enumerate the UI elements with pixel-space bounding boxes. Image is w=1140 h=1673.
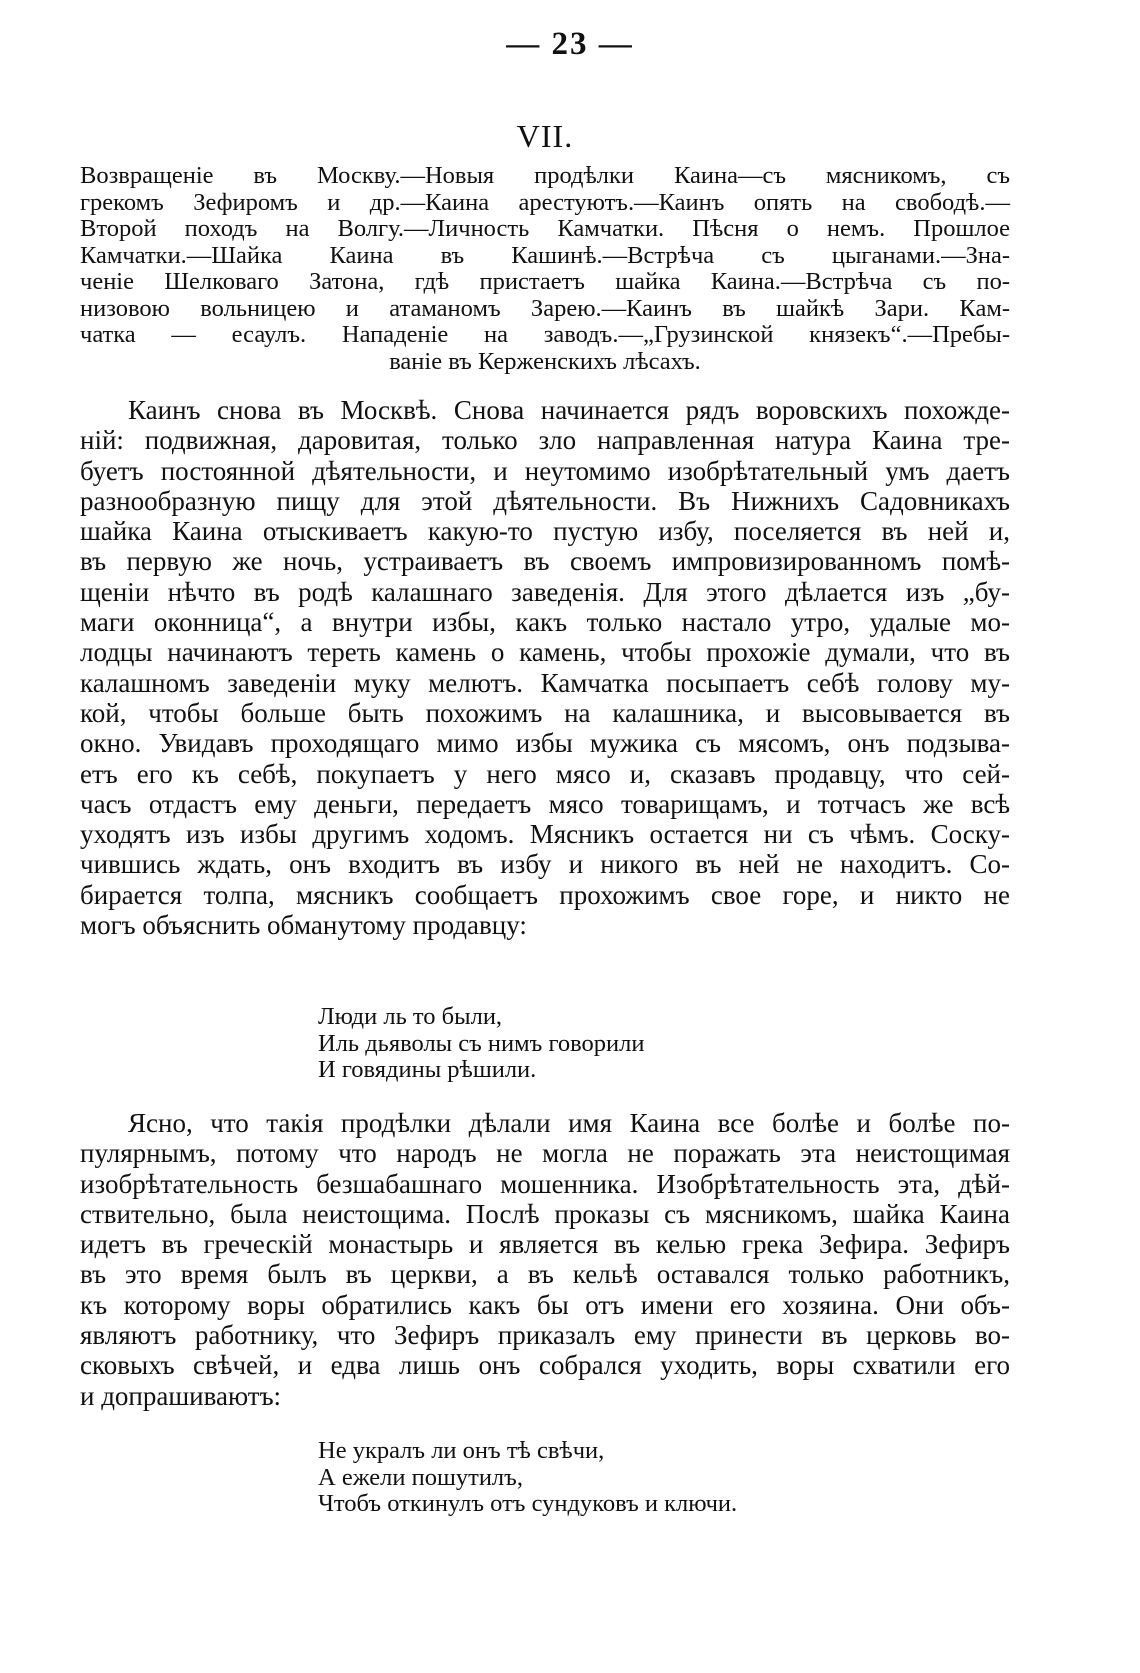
verse-line: Не укралъ ли онъ тѣ свѣчи, — [318, 1437, 605, 1464]
text-line: пулярнымъ, потому что народъ не могла не поражать эта неистощимая — [80, 1138, 1010, 1169]
text-line: щеніи нѣчто въ родѣ калашнаго заведенія. Для этого дѣлается изъ „бу- — [80, 576, 1010, 607]
text-line: Каинъ снова въ Москвѣ. Снова начинается рядъ воровскихъ похожде- — [128, 395, 1010, 425]
text-line: являютъ работнику, что Зефиръ приказалъ ему принести въ церковь во- — [80, 1320, 1010, 1351]
text-line: къ которому воры обратились какъ бы отъ имени его хозяина. Они объ- — [80, 1289, 1010, 1320]
summary-line: Второй походъ на Волгу.—Личность Камчатки. Пѣсня о немъ. Прошлое — [80, 215, 1010, 242]
text-line: ствительно, была неистощима. Послѣ проказы съ мясникомъ, шайка Каина — [80, 1198, 1010, 1229]
text-line: въ это время былъ въ церкви, а въ кельѣ оставался только работникъ, — [80, 1259, 1010, 1290]
text-line: уходятъ изъ избы другимъ ходомъ. Мясникъ остается ни съ чѣмъ. Соску- — [80, 819, 1010, 850]
text-line: и допрашиваютъ: — [80, 1380, 282, 1411]
text-line: Ясно, что такія продѣлки дѣлали имя Каина все болѣе и болѣе по- — [128, 1108, 1010, 1138]
chapter-summary — [80, 163, 1010, 375]
text-line: шайка Каина отыскиваетъ какую-то пустую избу, поселяется въ ней и, — [80, 516, 1010, 547]
paragraph-1 — [80, 395, 1010, 940]
text-line: калашномъ заведеніи муку мелютъ. Камчатка посыпаетъ себѣ голову му- — [80, 667, 1010, 698]
text-line: маги оконница“, а внутри избы, какъ только настало утро, удалые мо- — [80, 607, 1010, 638]
text-line: лодцы начинаютъ тереть камень о камень, чтобы прохожіе думали, что въ — [80, 637, 1010, 668]
text-line: въ первую же ночь, устраиваетъ въ своемъ импровизированномъ помѣ- — [80, 546, 1010, 577]
summary-line: грекомъ Зефиромъ и др.—Каина арестуютъ.—Каинъ опять на свободѣ.— — [80, 188, 1010, 216]
page-number: — 23 — — [506, 26, 634, 62]
text-line: окно. Увидавъ проходящаго мимо избы мужика съ мясомъ, онъ подзыва- — [80, 728, 1010, 759]
verse-line: Иль дьяволы съ нимъ говорили — [318, 1029, 645, 1057]
text-line: кой, чтобы больше быть похожимъ на калашника, и высовывается въ — [80, 697, 1010, 728]
text-line: етъ его къ себѣ, покупаетъ у него мясо и, сказавъ продавцу, что сей- — [80, 758, 1010, 789]
summary-line: чатка — есаулъ. Нападеніе на заводъ.—„Грузинской князекъ“.—Пребы- — [80, 321, 1010, 348]
summary-line: низовою вольницею и атаманомъ Зарею.—Каинъ въ шайкѣ Зари. Кам- — [80, 294, 1010, 322]
summary-line: Камчатки.—Шайка Каина въ Кашинѣ.—Встрѣча съ цыганами.—Зна- — [80, 241, 1010, 269]
verse-line: А ежели пошутилъ, — [318, 1463, 523, 1491]
verse-line: И говядины рѣшили. — [318, 1056, 537, 1083]
text-line: часъ отдастъ ему деньги, передаетъ мясо товарищамъ, и тотчасъ же всѣ — [80, 788, 1010, 819]
paragraph-2 — [80, 1108, 1010, 1411]
text-line: изобрѣтательность безшабашнаго мошенника. Изобрѣтательность эта, дѣй- — [80, 1168, 1010, 1199]
text-line: буетъ постоянной дѣятельности, и неутомимо изобрѣтательный умъ даетъ — [80, 455, 1010, 486]
text-line: бирается толпа, мясникъ сообщаетъ прохожимъ свое горе, и никто не — [80, 879, 1010, 910]
verse-line: Чтобъ откинулъ отъ сундуковъ и ключи. — [318, 1490, 738, 1517]
text-line: ній: подвижная, даровитая, только зло направленная натура Каина тре- — [80, 425, 1010, 456]
verse-2 — [318, 1438, 737, 1518]
summary-line: Возвращеніе въ Москву.—Новыя продѣлки Каина—съ мясникомъ, съ — [80, 162, 1010, 189]
summary-line: ваніе въ Керженскихъ лѣсахъ. — [389, 347, 701, 375]
text-line: чившись ждать, онъ входитъ въ избу и никого въ ней не находитъ. Со- — [80, 849, 1010, 880]
text-line: идетъ въ греческій монастырь и является въ келью грека Зефира. Зефиръ — [80, 1229, 1010, 1260]
text-line: сковыхъ свѣчей, и едва лишь онъ собрался уходить, воры схватили его — [80, 1350, 1010, 1381]
text-line: могъ объяснить обманутому продавцу: — [80, 910, 527, 941]
verse-1 — [318, 1004, 645, 1084]
chapter-heading: VII. — [516, 118, 574, 154]
summary-line: ченіе Шелковаго Затона, гдѣ пристаетъ шайка Каина.—Встрѣча съ по- — [80, 268, 1010, 295]
verse-line: Люди ль то были, — [318, 1003, 503, 1030]
text-line: разнообразную пищу для этой дѣятельности. Въ Нижнихъ Садовникахъ — [80, 485, 1010, 516]
